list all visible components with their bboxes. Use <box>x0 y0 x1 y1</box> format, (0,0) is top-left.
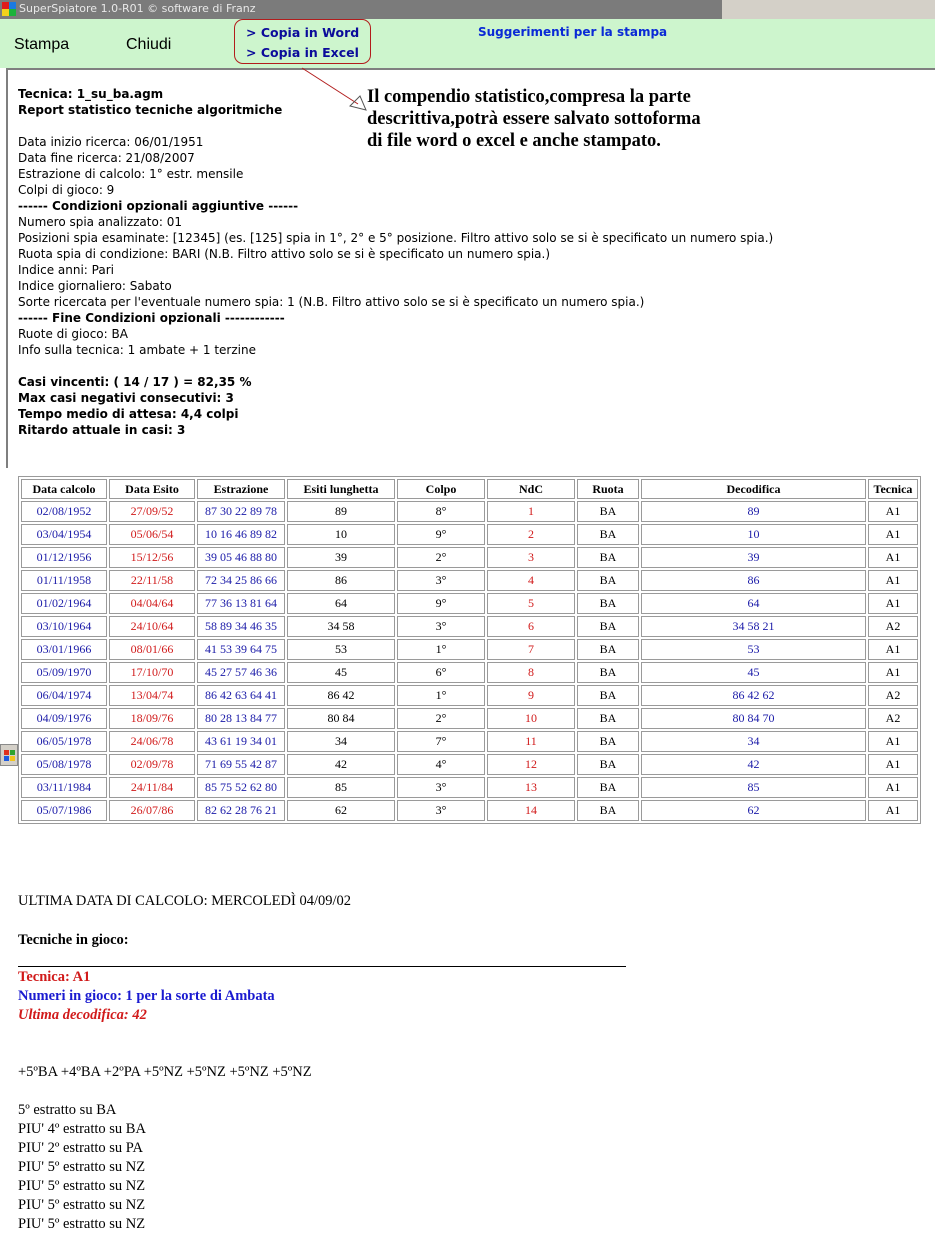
report-indice-giornaliero: Indice giornaliero: Sabato <box>18 279 172 293</box>
table-row <box>21 708 918 729</box>
col-estrazione-cell: 45 27 57 46 36 <box>197 662 285 683</box>
col-ndc-cell: 4 <box>487 570 575 591</box>
report-data-inizio: Data inizio ricerca: 06/01/1951 <box>18 135 204 149</box>
report-cond-end: ------ Fine Condizioni opzionali ------------ <box>18 311 285 325</box>
table-row <box>21 639 918 660</box>
report-subtitle: Report statistico tecniche algoritmiche <box>18 103 283 117</box>
col-ruota-cell: BA <box>577 800 639 821</box>
table-row <box>21 777 918 798</box>
table-row <box>21 616 918 637</box>
report-indice-anni: Indice anni: Pari <box>18 263 114 277</box>
separator-line <box>18 966 626 967</box>
report-tecnica: Tecnica: 1_su_ba.agm <box>18 87 164 101</box>
col-colpo-cell: 1° <box>397 639 485 660</box>
table-row <box>21 570 918 591</box>
col-decodifica-cell: 64 <box>641 593 866 614</box>
col-ruota-header: Ruota <box>577 479 639 499</box>
col-estrazione-cell: 86 42 63 64 41 <box>197 685 285 706</box>
table-row <box>21 731 918 752</box>
col-data-esito-cell: 15/12/56 <box>109 547 195 568</box>
col-ruota-cell: BA <box>577 639 639 660</box>
col-decodifica-cell: 53 <box>641 639 866 660</box>
col-esiti-lunghetta-cell: 62 <box>287 800 395 821</box>
col-estrazione-cell: 39 05 46 88 80 <box>197 547 285 568</box>
col-decodifica-cell: 39 <box>641 547 866 568</box>
col-estrazione-cell: 10 16 46 89 82 <box>197 524 285 545</box>
col-estrazione-header: Estrazione <box>197 479 285 499</box>
table-body <box>21 501 918 821</box>
col-decodifica-cell: 10 <box>641 524 866 545</box>
col-estrazione-cell: 41 53 39 64 75 <box>197 639 285 660</box>
col-estrazione-cell: 80 28 13 84 77 <box>197 708 285 729</box>
col-ruota-cell: BA <box>577 593 639 614</box>
report-ruota-spia: Ruota spia di condizione: BARI (N.B. Filtro attivo solo se si è specificato un numero spia.) <box>18 247 550 261</box>
col-colpo-cell: 7° <box>397 731 485 752</box>
estratto-line: PIU' 5º estratto su NZ <box>18 1216 146 1232</box>
col-estrazione-cell: 87 30 22 89 78 <box>197 501 285 522</box>
col-estrazione-cell: 43 61 19 34 01 <box>197 731 285 752</box>
chiudi-menu-item[interactable]: Chiudi <box>126 36 172 53</box>
window-title: SuperSpiatore 1.0-R01 © software di Franz <box>19 2 256 15</box>
col-ndc-cell: 3 <box>487 547 575 568</box>
col-decodifica-cell: 34 <box>641 731 866 752</box>
col-data-esito-cell: 27/09/52 <box>109 501 195 522</box>
table-row <box>21 800 918 821</box>
title-bar <box>0 0 935 19</box>
windows-taskbar-icon[interactable] <box>0 744 18 766</box>
col-data-esito-header: Data Esito <box>109 479 195 499</box>
report-data-fine: Data fine ricerca: 21/08/2007 <box>18 151 195 165</box>
col-data-calcolo-cell: 01/02/1964 <box>21 593 107 614</box>
col-ruota-cell: BA <box>577 616 639 637</box>
col-tecnica-cell: A1 <box>868 593 918 614</box>
col-colpo-cell: 3° <box>397 616 485 637</box>
col-data-calcolo-cell: 01/11/1958 <box>21 570 107 591</box>
col-ndc-cell: 11 <box>487 731 575 752</box>
col-tecnica-cell: A1 <box>868 547 918 568</box>
ultima-data-calcolo: ULTIMA DATA DI CALCOLO: MERCOLEDÌ 04/09/02 <box>18 893 352 909</box>
col-tecnica-cell: A1 <box>868 524 918 545</box>
col-data-esito-cell: 13/04/74 <box>109 685 195 706</box>
col-colpo-cell: 3° <box>397 800 485 821</box>
col-colpo-cell: 9° <box>397 593 485 614</box>
col-esiti-lunghetta-header: Esiti lunghetta <box>287 479 395 499</box>
col-colpo-cell: 2° <box>397 547 485 568</box>
col-ruota-cell: BA <box>577 501 639 522</box>
col-ndc-cell: 10 <box>487 708 575 729</box>
estratto-line: PIU' 5º estratto su NZ <box>18 1197 146 1213</box>
numeri-in-gioco-label: Numeri in gioco: 1 per la sorte di Ambata <box>18 988 275 1004</box>
ultima-decodifica-label: Ultima decodifica: 42 <box>18 1007 147 1023</box>
col-colpo-cell: 3° <box>397 570 485 591</box>
col-ndc-cell: 6 <box>487 616 575 637</box>
col-data-esito-cell: 22/11/58 <box>109 570 195 591</box>
col-data-calcolo-cell: 05/08/1978 <box>21 754 107 775</box>
col-data-esito-cell: 18/09/76 <box>109 708 195 729</box>
report-max-negativi: Max casi negativi consecutivi: 3 <box>18 391 234 405</box>
col-ndc-cell: 14 <box>487 800 575 821</box>
col-data-calcolo-cell: 03/11/1984 <box>21 777 107 798</box>
col-data-esito-cell: 17/10/70 <box>109 662 195 683</box>
col-estrazione-cell: 58 89 34 46 35 <box>197 616 285 637</box>
col-esiti-lunghetta-cell: 45 <box>287 662 395 683</box>
col-ruota-cell: BA <box>577 547 639 568</box>
report-ritardo: Ritardo attuale in casi: 3 <box>18 423 186 437</box>
col-ruota-cell: BA <box>577 754 639 775</box>
report-casi-vincenti: Casi vincenti: ( 14 / 17 ) = 82,35 % <box>18 375 252 389</box>
table-row <box>21 685 918 706</box>
col-colpo-cell: 4° <box>397 754 485 775</box>
col-esiti-lunghetta-cell: 80 84 <box>287 708 395 729</box>
col-data-esito-cell: 08/01/66 <box>109 639 195 660</box>
col-ruota-cell: BA <box>577 524 639 545</box>
table-header-row <box>21 479 918 499</box>
col-colpo-cell: 6° <box>397 662 485 683</box>
col-ruota-cell: BA <box>577 662 639 683</box>
col-ruota-cell: BA <box>577 685 639 706</box>
col-tecnica-cell: A1 <box>868 754 918 775</box>
col-decodifica-cell: 80 84 70 <box>641 708 866 729</box>
col-estrazione-cell: 71 69 55 42 87 <box>197 754 285 775</box>
col-ruota-cell: BA <box>577 777 639 798</box>
col-decodifica-cell: 89 <box>641 501 866 522</box>
col-colpo-cell: 2° <box>397 708 485 729</box>
col-esiti-lunghetta-cell: 34 58 <box>287 616 395 637</box>
col-data-esito-cell: 04/04/64 <box>109 593 195 614</box>
col-ndc-cell: 7 <box>487 639 575 660</box>
col-esiti-lunghetta-cell: 42 <box>287 754 395 775</box>
col-data-calcolo-cell: 06/04/1974 <box>21 685 107 706</box>
col-ruota-cell: BA <box>577 570 639 591</box>
col-ndc-cell: 1 <box>487 501 575 522</box>
col-tecnica-cell: A2 <box>868 685 918 706</box>
col-ndc-cell: 8 <box>487 662 575 683</box>
table-row <box>21 593 918 614</box>
col-decodifica-cell: 42 <box>641 754 866 775</box>
report-colpi: Colpi di gioco: 9 <box>18 183 115 197</box>
table-row <box>21 524 918 545</box>
col-data-esito-cell: 24/11/84 <box>109 777 195 798</box>
col-colpo-header: Colpo <box>397 479 485 499</box>
col-esiti-lunghetta-cell: 53 <box>287 639 395 660</box>
col-decodifica-cell: 86 42 62 <box>641 685 866 706</box>
col-data-calcolo-cell: 03/10/1964 <box>21 616 107 637</box>
col-data-esito-cell: 24/10/64 <box>109 616 195 637</box>
report-posizioni: Posizioni spia esaminate: [12345] (es. [125] spia in 1°, 2° e 5° posizione. Filtro attivo solo se si è specificato un numero spia.) <box>18 231 774 245</box>
col-data-esito-cell: 24/06/78 <box>109 731 195 752</box>
estratto-line: PIU' 5º estratto su NZ <box>18 1159 146 1175</box>
col-decodifica-cell: 85 <box>641 777 866 798</box>
col-esiti-lunghetta-cell: 64 <box>287 593 395 614</box>
report-estrazione: Estrazione di calcolo: 1° estr. mensile <box>18 167 244 181</box>
col-data-calcolo-header: Data calcolo <box>21 479 107 499</box>
col-esiti-lunghetta-cell: 86 <box>287 570 395 591</box>
estratto-line: 5º estratto su BA <box>18 1102 117 1118</box>
col-data-calcolo-cell: 06/05/1978 <box>21 731 107 752</box>
formula-line: +5ºBA +4ºBA +2ºPA +5ºNZ +5ºNZ +5ºNZ +5ºNZ <box>18 1064 312 1080</box>
col-decodifica-cell: 86 <box>641 570 866 591</box>
col-estrazione-cell: 85 75 52 62 80 <box>197 777 285 798</box>
report-cond-header: ------ Condizioni opzionali aggiuntive ------ <box>18 199 299 213</box>
report-info: Info sulla tecnica: 1 ambate + 1 terzine <box>18 343 256 357</box>
col-tecnica-cell: A1 <box>868 639 918 660</box>
copia-word-link[interactable]: > Copia in Word <box>246 25 360 40</box>
menu-bar <box>0 19 935 68</box>
col-ndc-header: NdC <box>487 479 575 499</box>
col-data-calcolo-cell: 03/01/1966 <box>21 639 107 660</box>
col-data-calcolo-cell: 05/09/1970 <box>21 662 107 683</box>
col-data-esito-cell: 26/07/86 <box>109 800 195 821</box>
col-decodifica-cell: 45 <box>641 662 866 683</box>
col-decodifica-cell: 34 58 21 <box>641 616 866 637</box>
col-esiti-lunghetta-cell: 85 <box>287 777 395 798</box>
col-data-calcolo-cell: 05/07/1986 <box>21 800 107 821</box>
col-tecnica-cell: A2 <box>868 616 918 637</box>
tecnica-a1-label: Tecnica: A1 <box>18 969 91 985</box>
col-esiti-lunghetta-cell: 10 <box>287 524 395 545</box>
col-tecnica-header: Tecnica <box>868 479 918 499</box>
col-esiti-lunghetta-cell: 89 <box>287 501 395 522</box>
col-estrazione-cell: 82 62 28 76 21 <box>197 800 285 821</box>
col-data-calcolo-cell: 02/08/1952 <box>21 501 107 522</box>
col-ndc-cell: 12 <box>487 754 575 775</box>
col-data-calcolo-cell: 03/04/1954 <box>21 524 107 545</box>
col-tecnica-cell: A2 <box>868 708 918 729</box>
estratto-line: PIU' 5º estratto su NZ <box>18 1178 146 1194</box>
col-colpo-cell: 8° <box>397 501 485 522</box>
table-row <box>21 501 918 522</box>
col-decodifica-cell: 62 <box>641 800 866 821</box>
tecniche-in-gioco-label: Tecniche in gioco: <box>18 932 129 948</box>
col-tecnica-cell: A1 <box>868 501 918 522</box>
copia-excel-link[interactable]: > Copia in Excel <box>246 45 359 60</box>
col-tecnica-cell: A1 <box>868 570 918 591</box>
col-data-calcolo-cell: 01/12/1956 <box>21 547 107 568</box>
annotation-line-2: descrittiva,potrà essere salvato sottoforma <box>367 109 701 129</box>
col-colpo-cell: 3° <box>397 777 485 798</box>
suggerimenti-stampa-link[interactable]: Suggerimenti per la stampa <box>478 25 668 39</box>
col-tecnica-cell: A1 <box>868 800 918 821</box>
report-tempo-medio: Tempo medio di attesa: 4,4 colpi <box>18 407 239 421</box>
col-ruota-cell: BA <box>577 731 639 752</box>
col-ndc-cell: 9 <box>487 685 575 706</box>
col-ndc-cell: 13 <box>487 777 575 798</box>
stampa-menu-item[interactable]: Stampa <box>14 36 70 53</box>
table-row <box>21 662 918 683</box>
report-numero-spia: Numero spia analizzato: 01 <box>18 215 182 229</box>
windows-logo-icon <box>1 745 17 765</box>
col-decodifica-header: Decodifica <box>641 479 866 499</box>
col-ruota-cell: BA <box>577 708 639 729</box>
copy-options-frame <box>234 19 371 64</box>
col-tecnica-cell: A1 <box>868 731 918 752</box>
report-ruote: Ruote di gioco: BA <box>18 327 128 341</box>
estratto-line: PIU' 4º estratto su BA <box>18 1121 146 1137</box>
col-estrazione-cell: 77 36 13 81 64 <box>197 593 285 614</box>
col-data-esito-cell: 05/06/54 <box>109 524 195 545</box>
col-esiti-lunghetta-cell: 39 <box>287 547 395 568</box>
col-estrazione-cell: 72 34 25 86 66 <box>197 570 285 591</box>
col-colpo-cell: 9° <box>397 524 485 545</box>
col-colpo-cell: 1° <box>397 685 485 706</box>
col-ndc-cell: 5 <box>487 593 575 614</box>
col-data-calcolo-cell: 04/09/1976 <box>21 708 107 729</box>
annotation-line-1: Il compendio statistico,compresa la parte <box>367 87 691 107</box>
col-tecnica-cell: A1 <box>868 662 918 683</box>
col-esiti-lunghetta-cell: 86 42 <box>287 685 395 706</box>
app-icon <box>2 2 16 16</box>
report-sorte: Sorte ricercata per l'eventuale numero spia: 1 (N.B. Filtro attivo solo se si è specificato un numero spia.) <box>18 295 645 309</box>
annotation-line-3: di file word o excel e anche stampato. <box>367 131 661 151</box>
col-data-esito-cell: 02/09/78 <box>109 754 195 775</box>
estratto-line: PIU' 2º estratto su PA <box>18 1140 143 1156</box>
col-esiti-lunghetta-cell: 34 <box>287 731 395 752</box>
col-ndc-cell: 2 <box>487 524 575 545</box>
table-row <box>21 754 918 775</box>
annotation-note <box>367 86 701 152</box>
col-tecnica-cell: A1 <box>868 777 918 798</box>
results-table <box>18 476 921 824</box>
table-row <box>21 547 918 568</box>
